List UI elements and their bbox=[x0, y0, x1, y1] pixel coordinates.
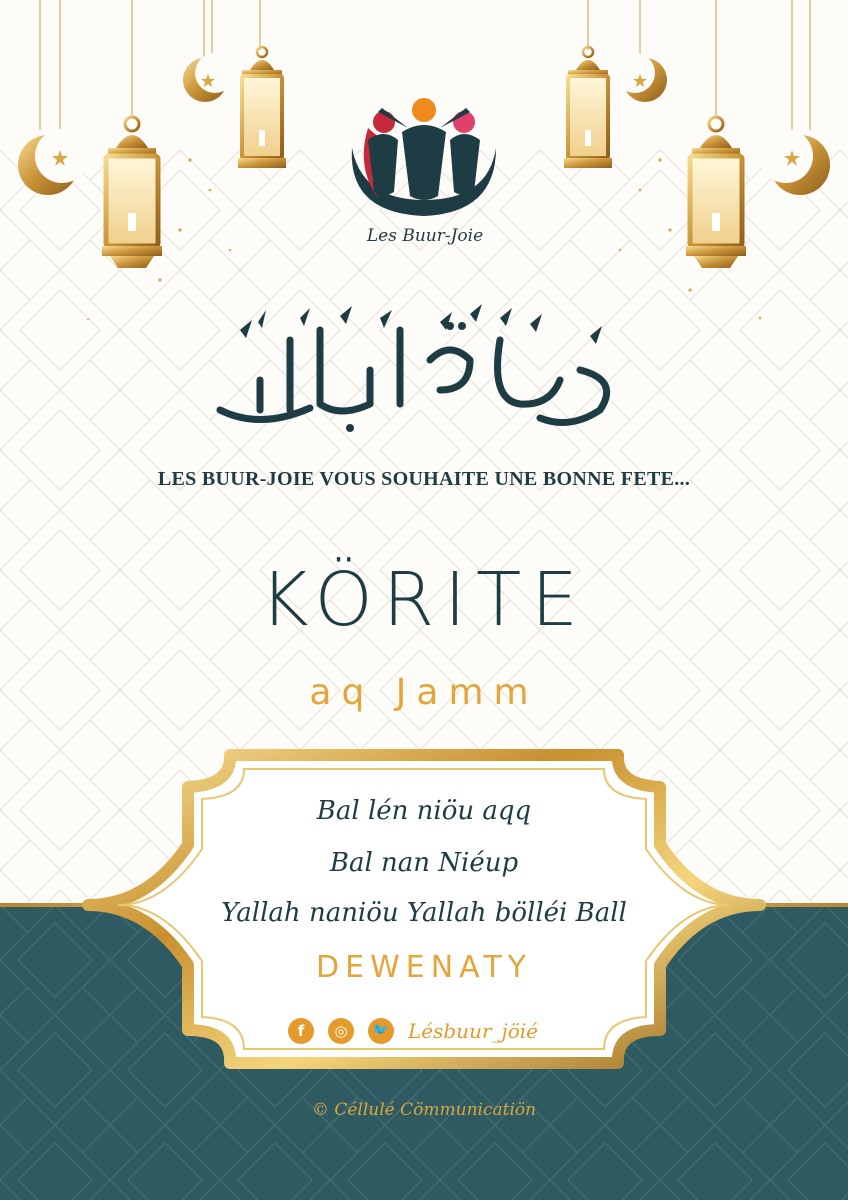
lantern-icon bbox=[102, 117, 162, 268]
social-links bbox=[288, 1018, 608, 1046]
brand-name: Les Buur-Joie bbox=[366, 226, 484, 246]
greeting-text: LES BUUR-JOIE VOUS SOUHAITE UNE BONNE FETE... bbox=[157, 468, 691, 490]
lantern-icon bbox=[564, 47, 612, 168]
twitter-icon[interactable]: 🐦 bbox=[368, 1018, 394, 1044]
crescent-moon-icon bbox=[18, 129, 89, 195]
eid-al-fitr-calligraphy bbox=[200, 300, 640, 440]
card-highlight: DEWENATY bbox=[316, 950, 532, 985]
lantern-icon bbox=[686, 117, 746, 268]
instagram-icon[interactable]: ◎ bbox=[328, 1018, 354, 1044]
subheadline: aq Jamm bbox=[309, 672, 539, 713]
lantern-icon bbox=[238, 47, 286, 168]
social-handle[interactable]: Lésbuur_jöié bbox=[408, 1019, 538, 1043]
card-line-3: Yallah naniöu Yallah bölléi Ball bbox=[221, 898, 627, 928]
headline: KÖRITE bbox=[260, 557, 588, 643]
copyright-footer: © Céllulé Cömmunicatiön bbox=[311, 1100, 537, 1120]
card-line-2: Bal nan Niéup bbox=[329, 848, 519, 878]
card-line-1: Bal lén niöu aqq bbox=[316, 796, 532, 826]
facebook-icon[interactable]: f bbox=[288, 1018, 314, 1044]
